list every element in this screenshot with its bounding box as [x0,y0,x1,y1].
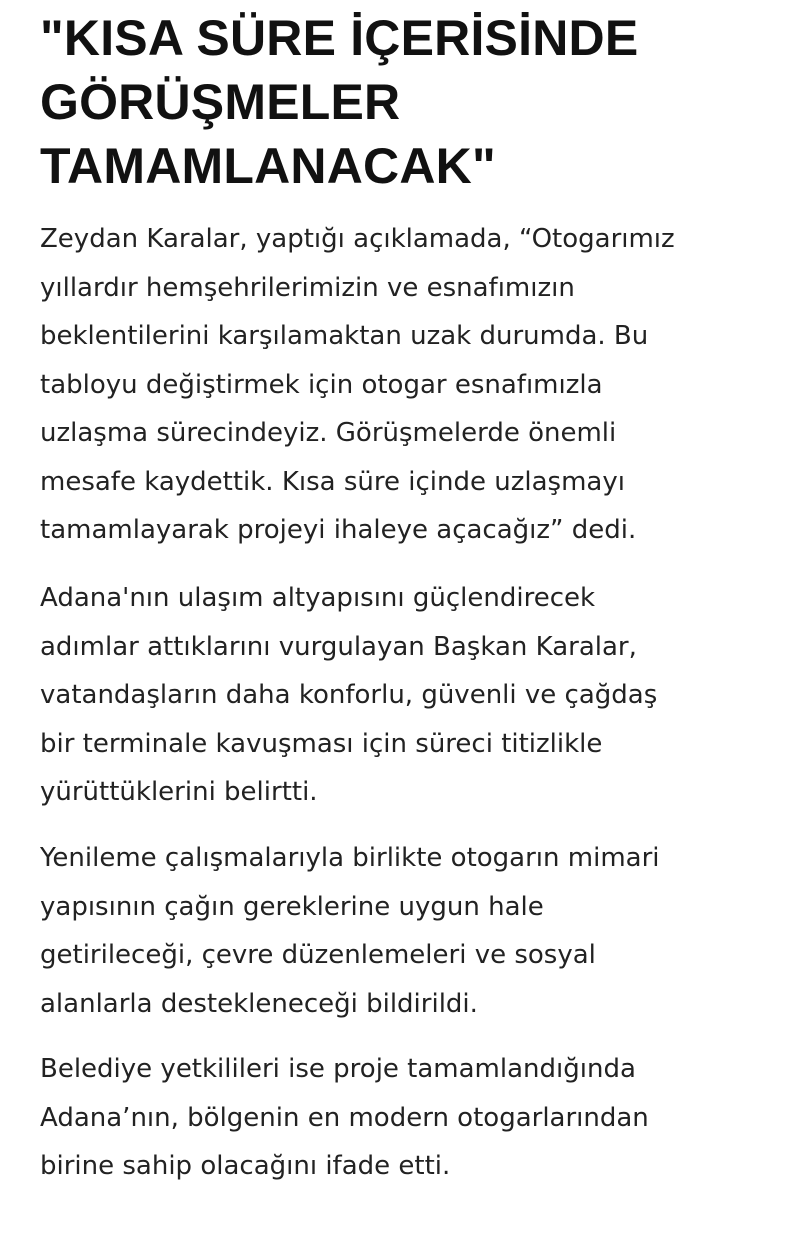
paragraph-line: adımlar attıklarını vurgulayan Başkan Karalar, [40,631,637,662]
paragraph-line: tabloyu değiştirmek için otogar esnafımızla [40,369,603,400]
paragraph-line: uzlaşma sürecindeyiz. Görüşmelerde önemli [40,418,617,448]
paragraph-line: getirileceği, çevre düzenlemeleri ve sosyal [40,940,596,970]
paragraph-quote [40,215,675,555]
paragraph-line: birine sahip olacağını ifade etti. [40,1151,451,1181]
paragraph-line: tamamlayarak projeyi ihaleye açacağız” dedi. [40,515,637,545]
paragraph-line: yürüttüklerini belirtti. [40,777,318,807]
paragraph-line: bir terminale kavuşması için süreci titizlikle [40,728,603,759]
paragraph-line: vatandaşların daha konforlu, güvenli ve çağdaş [40,680,658,710]
headline-line: GÖRÜŞMELER [40,74,401,130]
headline-line: "KISA SÜRE İÇERİSİNDE [40,10,639,66]
paragraph-line: Yenileme çalışmalarıyla birlikte otogarın mimari [40,843,660,873]
paragraph-infrastructure [40,574,657,817]
paragraph-renovation [40,834,660,1028]
paragraph-line: yapısının çağın gereklerine uygun hale [40,891,544,922]
paragraph-line: alanlarla destekleneceği bildirildi. [40,988,478,1019]
headline-line: TAMAMLANACAK" [40,138,496,194]
paragraph-line: beklentilerini karşılamaktan uzak durumda. Bu [40,321,649,351]
paragraph-line: Belediye yetkilileri ise proje tamamlandığında [40,1054,636,1084]
paragraph-line: Zeydan Karalar, yaptığı açıklamada, “Otogarımız [40,224,675,254]
paragraph-line: Adana’nın, bölgenin en modern otogarlarından [40,1102,649,1133]
paragraph-line: Adana'nın ulaşım altyapısını güçlendirecek [40,583,596,613]
article-headline [40,0,780,198]
paragraph-line: yıllardır hemşehrilerimizin ve esnafımızın [40,272,575,303]
paragraph-line: mesafe kaydettik. Kısa süre içinde uzlaşmayı [40,466,625,497]
article-body [40,0,780,1181]
paragraph-officials [40,1045,649,1191]
